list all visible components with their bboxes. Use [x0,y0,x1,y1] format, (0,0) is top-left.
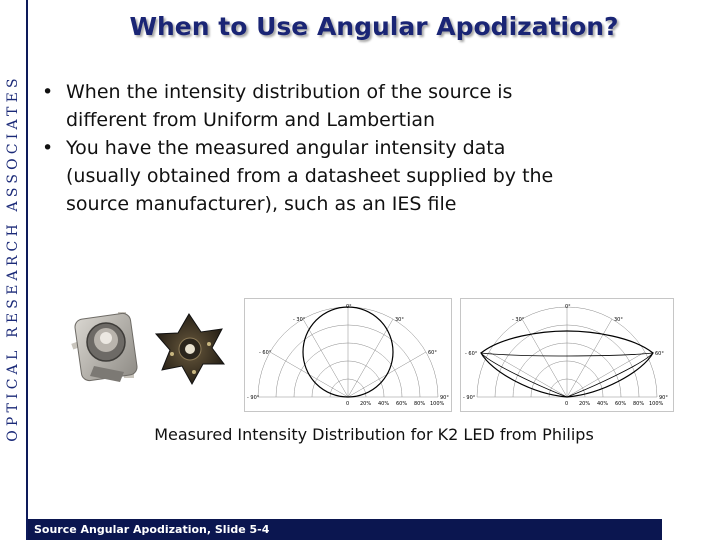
radial-label: 40% [378,401,390,407]
bullet-item [42,78,682,134]
radial-label: 100% [430,401,445,407]
bullet-marker: • [42,137,54,159]
radial-label: 80% [414,401,426,407]
radial-label: 20% [579,401,591,407]
angle-label: - 60° [259,350,272,356]
angle-label: 0° [346,304,352,310]
polar-plot-left [244,298,452,412]
radial-label: 20% [360,401,372,407]
radial-label: 100% [649,401,664,407]
angle-label: - 30° [293,317,306,323]
radial-label: 40% [597,401,609,407]
angle-label: - 90° [463,395,476,401]
angle-label: 30° [614,317,623,323]
radial-label: 60% [615,401,627,407]
bullet-line: (usually obtained from a datasheet supplied by the [66,165,554,187]
angle-label: 90° [440,395,449,401]
angle-label: 60° [655,351,664,357]
radial-label: 0 [346,401,350,407]
angle-label: 90° [659,395,668,401]
sidebar-divider [26,0,28,540]
bullet-item [42,134,682,218]
sidebar [0,0,26,540]
radial-label: 60% [396,401,408,407]
bullet-line: different from Uniform and Lambertian [66,109,436,131]
brand-vertical-text: OPTICAL RESEARCH ASSOCIATES [5,74,21,442]
slide-title: When to Use Angular Apodization? [129,12,619,41]
bullet-list [42,78,682,218]
bullet-line: source manufacturer), such as an IES file [66,193,457,215]
bullet-marker: • [42,81,54,103]
footer-text: Source Angular Apodization, Slide 5-4 [34,523,270,536]
angle-label: - 90° [247,395,260,401]
radial-label: 0 [565,401,569,407]
polar-plot-right [460,298,674,412]
k2-led-package [71,312,138,382]
radial-label: 80% [633,401,645,407]
polar-grid [258,307,438,397]
angle-label: 60° [428,350,437,356]
bullet-line: You have the measured angular intensity data [66,137,506,159]
star-board-led [156,314,224,384]
angle-label: 0° [565,304,571,310]
angle-label: - 30° [512,317,525,323]
led-photo [64,302,234,402]
angle-label: 30° [395,317,404,323]
figure-caption: Measured Intensity Distribution for K2 LED from Philips [154,425,594,444]
angle-label: - 60° [465,351,478,357]
polar-grid [477,307,657,397]
bullet-line: When the intensity distribution of the source is [66,81,513,103]
